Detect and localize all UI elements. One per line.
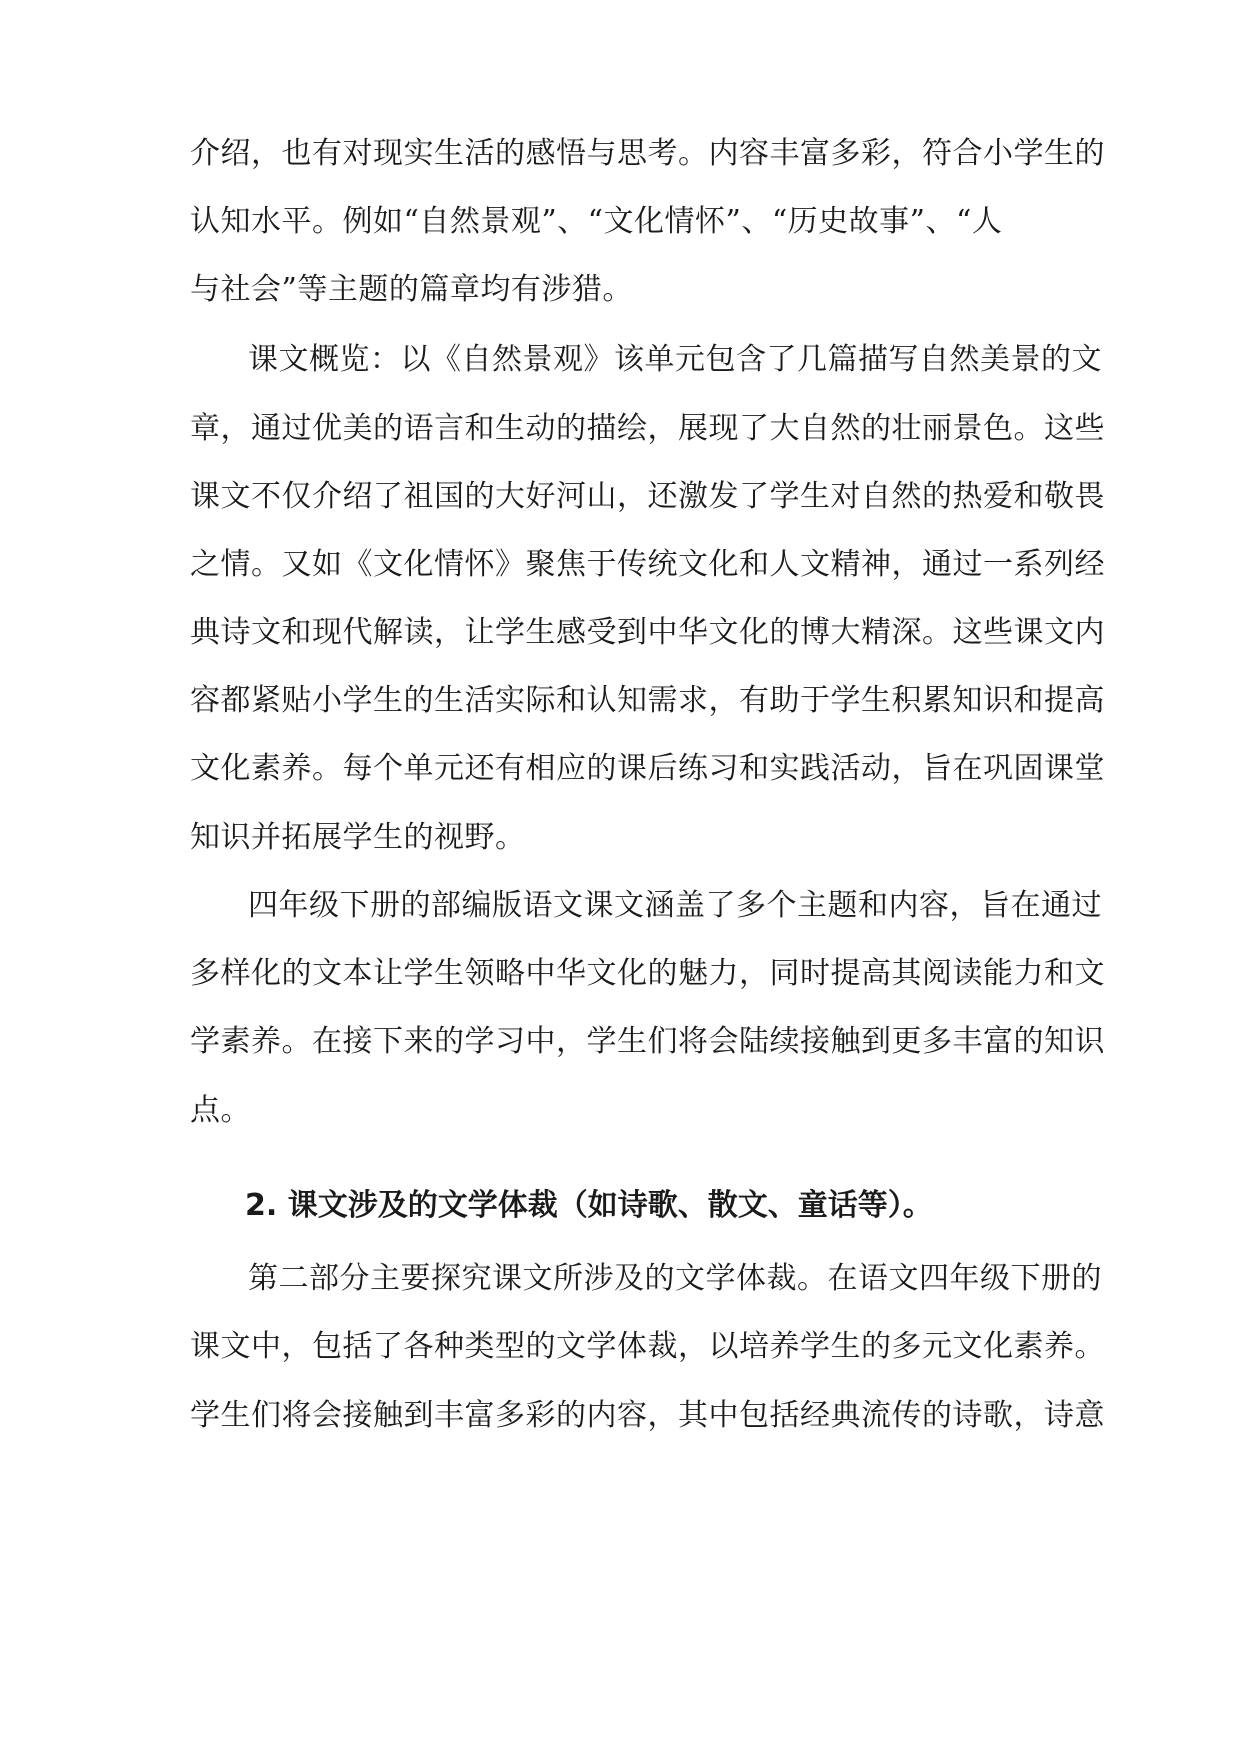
paragraph-line: 学生们将会接触到丰富多彩的内容，其中包括经典流传的诗歌，诗意	[190, 1398, 1105, 1433]
paragraph-line: 课文中，包括了各种类型的文学体裁，以培养学生的多元文化素养。	[190, 1329, 1105, 1364]
section-heading: 2. 课文涉及的文学体裁（如诗歌、散文、童话等）。	[245, 1188, 933, 1223]
paragraph-line: 典诗文和现代解读，让学生感受到中华文化的博大精深。这些课文内	[190, 615, 1105, 650]
paragraph-line: 容都紧贴小学生的生活实际和认知需求，有助于学生积累知识和提高	[190, 683, 1105, 718]
paragraph-line: 文化素养。每个单元还有相应的课后练习和实践活动，旨在巩固课堂	[190, 751, 1105, 786]
paragraph-line: 课文概览：以《自然景观》该单元包含了几篇描写自然美景的文	[248, 342, 1102, 377]
paragraph-line: 认知水平。例如“自然景观”、“文化情怀”、“历史故事”、“人	[190, 204, 1003, 239]
paragraph-line: 介绍，也有对现实生活的感悟与思考。内容丰富多彩，符合小学生的	[190, 136, 1105, 171]
paragraph-line: 与社会”等主题的篇章均有涉猎。	[190, 272, 633, 307]
paragraph-line: 多样化的文本让学生领略中华文化的魅力，同时提高其阅读能力和文	[190, 956, 1105, 991]
paragraph-line: 第二部分主要探究课文所涉及的文学体裁。在语文四年级下册的	[248, 1261, 1102, 1296]
paragraph-line: 章，通过优美的语言和生动的描绘，展现了大自然的壮丽景色。这些	[190, 411, 1105, 446]
paragraph-line: 知识并拓展学生的视野。	[190, 820, 526, 855]
paragraph-line: 之情。又如《文化情怀》聚焦于传统文化和人文精神，通过一系列经	[190, 547, 1105, 582]
paragraph-line: 点。	[190, 1093, 251, 1128]
paragraph-line: 四年级下册的部编版语文课文涵盖了多个主题和内容，旨在通过	[248, 888, 1102, 923]
paragraph-line: 学素养。在接下来的学习中，学生们将会陆续接触到更多丰富的知识	[190, 1024, 1105, 1059]
paragraph-line: 课文不仅介绍了祖国的大好河山，还激发了学生对自然的热爱和敬畏	[190, 479, 1105, 514]
